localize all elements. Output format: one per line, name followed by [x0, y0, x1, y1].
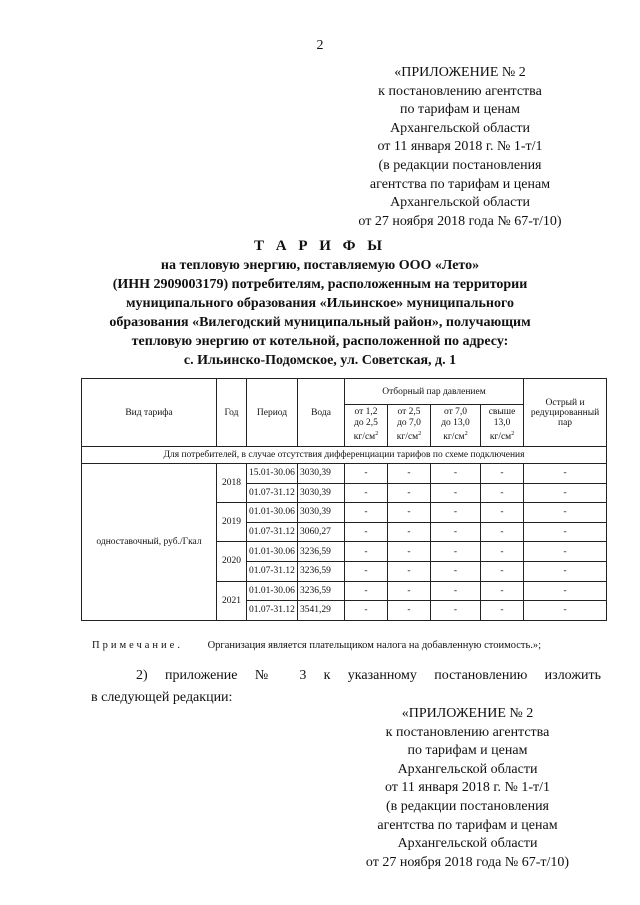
- steam-cell: -: [481, 542, 524, 562]
- sharp-steam-cell: -: [524, 522, 607, 542]
- appendix-line: от 11 января 2018 г. № 1-т/1: [384, 780, 551, 796]
- amendment-paragraph: [91, 665, 601, 709]
- paragraph-line: 2) приложение № 3 к указанному постановлению изложить: [136, 668, 601, 683]
- steam-cell: -: [388, 503, 431, 523]
- header-year: Год: [217, 379, 247, 447]
- water-cell: 3236,59: [298, 542, 345, 562]
- steam-cell: -: [431, 601, 481, 621]
- sharp-steam-cell: -: [524, 581, 607, 601]
- year-cell: 2019: [217, 503, 247, 542]
- steam-cell: -: [431, 503, 481, 523]
- tariffs-table: [81, 378, 607, 621]
- period-cell: 01.01-30.06: [247, 581, 298, 601]
- steam-cell: -: [345, 464, 388, 484]
- document-title: [60, 237, 580, 370]
- sharp-steam-cell: -: [524, 561, 607, 581]
- appendix-line: Архангельской области: [397, 761, 538, 777]
- header-water: Вода: [298, 379, 345, 447]
- steam-cell: -: [345, 561, 388, 581]
- paragraph-line: в следующей редакции:: [91, 690, 233, 705]
- title-line: муниципального образования «Ильинское» муниципального: [126, 296, 514, 311]
- period-cell: 01.01-30.06: [247, 542, 298, 562]
- page-number: 2: [316, 38, 324, 53]
- water-cell: 3236,59: [298, 581, 345, 601]
- steam-cell: -: [345, 542, 388, 562]
- steam-cell: -: [345, 601, 388, 621]
- title-line: образования «Вилегодский муниципальный район», получающим: [109, 315, 531, 330]
- appendix-line: Архангельской области: [397, 836, 538, 852]
- steam-cell: -: [388, 522, 431, 542]
- steam-cell: -: [388, 483, 431, 503]
- header-period: Период: [247, 379, 298, 447]
- appendix-line: (в редакции постановления: [385, 798, 550, 814]
- steam-cell: -: [345, 483, 388, 503]
- table-note-row: Для потребителей, в случае отсутствия дифференциации тарифов по схеме подключения: [82, 447, 607, 464]
- steam-cell: -: [431, 542, 481, 562]
- appendix-header-top: [335, 64, 585, 231]
- steam-cell: -: [388, 581, 431, 601]
- steam-cell: -: [431, 483, 481, 503]
- steam-cell: -: [388, 561, 431, 581]
- appendix-line: по тарифам и ценам: [407, 743, 528, 759]
- title-line: с. Ильинско-Подомское, ул. Советская, д. 1: [183, 353, 457, 368]
- footnote: [92, 640, 541, 651]
- steam-cell: -: [481, 561, 524, 581]
- steam-cell: -: [481, 503, 524, 523]
- steam-cell: -: [431, 522, 481, 542]
- steam-cell: -: [345, 581, 388, 601]
- steam-cell: -: [345, 503, 388, 523]
- header-steam-col: от 1,2 до 2,5 $кг/см^2$: [345, 405, 388, 447]
- steam-cell: -: [431, 581, 481, 601]
- tariff-type-cell: одноставочный, руб./Гкал: [82, 464, 217, 621]
- sharp-steam-cell: -: [524, 483, 607, 503]
- appendix-line: Архангельской области: [390, 195, 530, 211]
- table-row: [82, 464, 607, 484]
- header-tariff-type: Вид тарифа: [82, 379, 217, 447]
- sharp-steam-cell: -: [524, 601, 607, 621]
- footnote-text: Организация является плательщиком налога на добавленную стоимость.»;: [207, 640, 542, 651]
- steam-cell: -: [481, 601, 524, 621]
- year-cell: 2020: [217, 542, 247, 581]
- appendix-line: по тарифам и ценам: [400, 102, 520, 118]
- period-cell: 01.07-31.12: [247, 522, 298, 542]
- steam-cell: -: [388, 542, 431, 562]
- sharp-steam-cell: -: [524, 503, 607, 523]
- water-cell: 3030,39: [298, 464, 345, 484]
- steam-cell: -: [481, 522, 524, 542]
- title-line: на тепловую энергию, поставляемую ООО «Лето»: [160, 258, 480, 273]
- appendix-line: агентства по тарифам и ценам: [377, 817, 558, 833]
- appendix-line: (в редакции постановления: [378, 157, 542, 173]
- header-steam-group: Отборный пар давлением: [345, 379, 524, 405]
- water-cell: 3030,39: [298, 483, 345, 503]
- header-steam-col: от 7,0 до 13,0 $кг/см^2$: [431, 405, 481, 447]
- header-sharp-steam: Острый и редуцированный пар: [524, 379, 607, 447]
- year-cell: 2021: [217, 581, 247, 620]
- appendix-line: от 27 ноября 2018 года № 67-т/10): [365, 854, 570, 870]
- title-heading: Т А Р И Ф Ы: [253, 238, 387, 254]
- appendix-line: к постановлению агентства: [378, 83, 542, 99]
- period-cell: 15.01-30.06: [247, 464, 298, 484]
- steam-cell: -: [481, 464, 524, 484]
- water-cell: 3541,29: [298, 601, 345, 621]
- steam-cell: -: [345, 522, 388, 542]
- title-line: (ИНН 2909003179) потребителям, расположенным на территории: [112, 277, 528, 292]
- steam-cell: -: [388, 464, 431, 484]
- appendix-header-bottom: [345, 705, 590, 872]
- period-cell: 01.07-31.12: [247, 601, 298, 621]
- appendix-line: «ПРИЛОЖЕНИЕ № 2: [394, 65, 526, 80]
- water-cell: 3060,27: [298, 522, 345, 542]
- year-cell: 2018: [217, 464, 247, 503]
- period-cell: 01.07-31.12: [247, 483, 298, 503]
- appendix-line: от 27 ноября 2018 года № 67-т/10): [358, 213, 562, 229]
- sharp-steam-cell: -: [524, 464, 607, 484]
- steam-cell: -: [481, 581, 524, 601]
- appendix-line: «ПРИЛОЖЕНИЕ № 2: [401, 706, 534, 721]
- period-cell: 01.01-30.06: [247, 503, 298, 523]
- appendix-line: к постановлению агентства: [385, 724, 550, 740]
- appendix-line: от 11 января 2018 г. № 1-т/1: [377, 139, 543, 155]
- footnote-label: Примечание.: [92, 640, 183, 651]
- period-cell: 01.07-31.12: [247, 561, 298, 581]
- steam-cell: -: [431, 561, 481, 581]
- steam-cell: -: [481, 483, 524, 503]
- appendix-line: Архангельской области: [390, 120, 530, 136]
- water-cell: 3236,59: [298, 561, 345, 581]
- header-steam-col: свыше 13,0 $кг/см^2$: [481, 405, 524, 447]
- title-line: тепловую энергию от котельной, расположенной по адресу:: [131, 334, 509, 349]
- header-steam-col: от 2,5 до 7,0 $кг/см^2$: [388, 405, 431, 447]
- water-cell: 3030,39: [298, 503, 345, 523]
- steam-cell: -: [431, 464, 481, 484]
- steam-cell: -: [388, 601, 431, 621]
- appendix-line: агентства по тарифам и ценам: [369, 176, 551, 192]
- sharp-steam-cell: -: [524, 542, 607, 562]
